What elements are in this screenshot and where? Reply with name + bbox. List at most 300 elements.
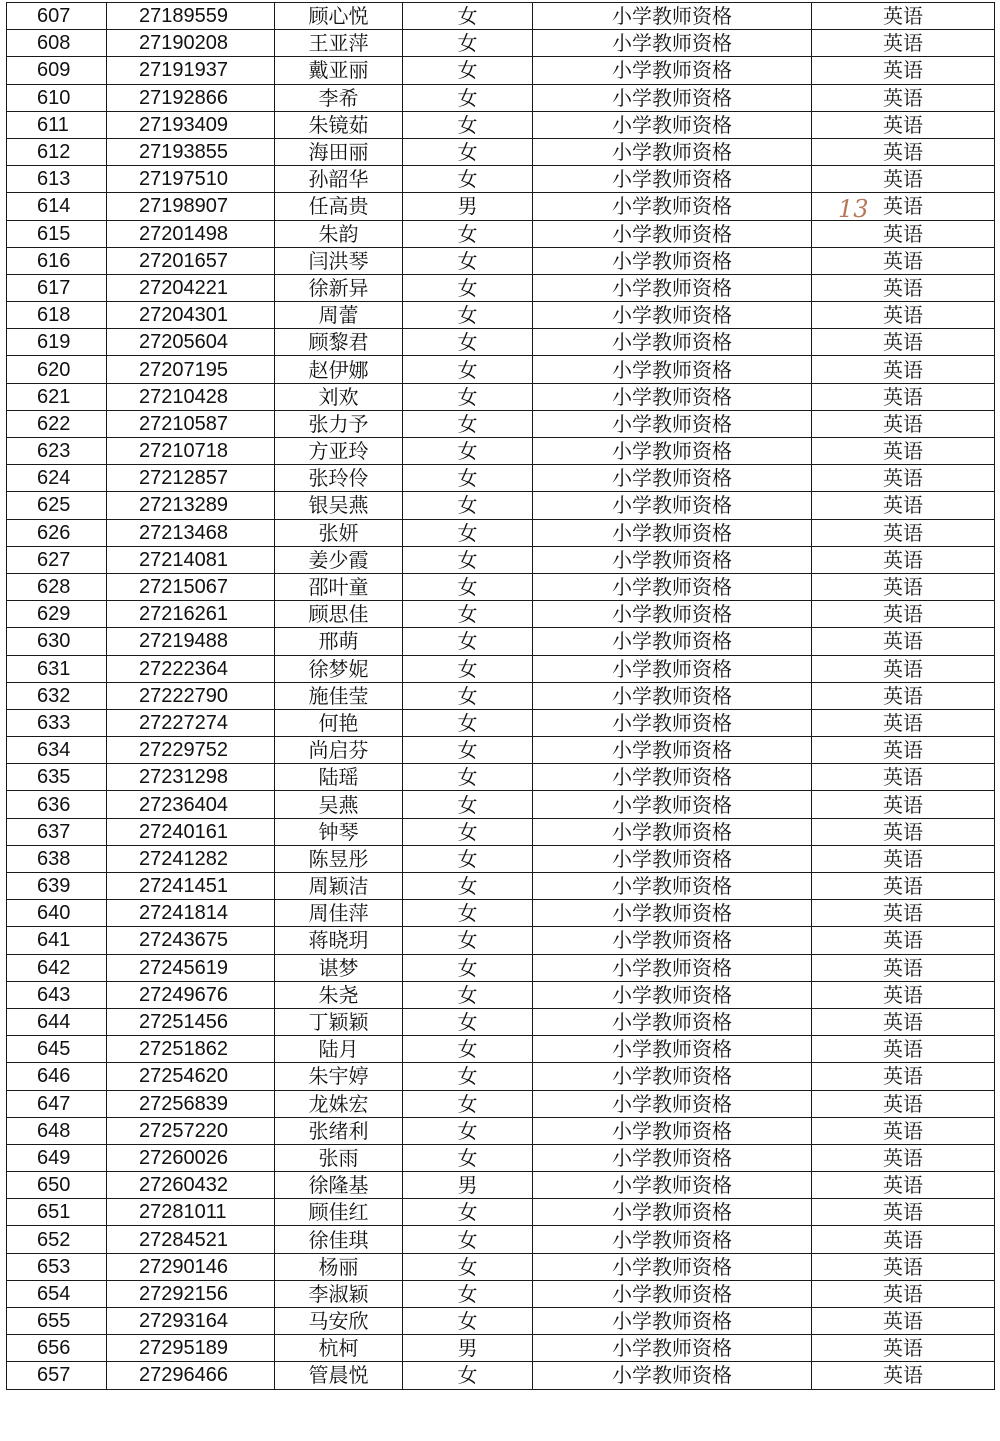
cell-gender: 女 [403, 329, 533, 356]
cell-certificate-type: 小学教师资格 [533, 737, 812, 764]
cell-certificate-type: 小学教师资格 [533, 166, 812, 193]
cell-subject: 英语 [812, 655, 995, 682]
cell-registration-id: 27245619 [107, 954, 275, 981]
cell-subject: 英语 [812, 1172, 995, 1199]
cell-certificate-type: 小学教师资格 [533, 900, 812, 927]
cell-certificate-type: 小学教师资格 [533, 1144, 812, 1171]
cell-gender: 女 [403, 628, 533, 655]
cell-serial-number: 638 [7, 845, 107, 872]
cell-subject: 英语 [812, 247, 995, 274]
cell-gender: 女 [403, 519, 533, 546]
table-row [7, 465, 995, 492]
cell-gender: 女 [403, 1308, 533, 1335]
table-row [7, 764, 995, 791]
cell-registration-id: 27254620 [107, 1063, 275, 1090]
cell-gender: 女 [403, 84, 533, 111]
cell-name: 王亚萍 [275, 30, 403, 57]
cell-subject: 英语 [812, 274, 995, 301]
cell-gender: 男 [403, 1172, 533, 1199]
table-row [7, 573, 995, 600]
cell-registration-id: 27260026 [107, 1144, 275, 1171]
cell-subject: 英语 [812, 220, 995, 247]
cell-gender: 女 [403, 492, 533, 519]
cell-serial-number: 649 [7, 1144, 107, 1171]
cell-subject: 英语 [812, 3, 995, 30]
table-row [7, 329, 995, 356]
cell-name: 陆瑶 [275, 764, 403, 791]
cell-subject: 英语 [812, 492, 995, 519]
cell-name: 姜少霞 [275, 546, 403, 573]
cell-serial-number: 657 [7, 1362, 107, 1389]
table-row [7, 709, 995, 736]
cell-name: 周颖洁 [275, 873, 403, 900]
cell-certificate-type: 小学教师资格 [533, 193, 812, 220]
cell-certificate-type: 小学教师资格 [533, 111, 812, 138]
cell-gender: 女 [403, 546, 533, 573]
cell-serial-number: 627 [7, 546, 107, 573]
cell-subject: 英语 [812, 1008, 995, 1035]
table-row [7, 383, 995, 410]
cell-serial-number: 614 [7, 193, 107, 220]
cell-serial-number: 621 [7, 383, 107, 410]
cell-name: 徐佳琪 [275, 1226, 403, 1253]
cell-gender: 女 [403, 981, 533, 1008]
cell-gender: 女 [403, 1008, 533, 1035]
cell-serial-number: 610 [7, 84, 107, 111]
cell-subject: 英语 [812, 927, 995, 954]
cell-serial-number: 633 [7, 709, 107, 736]
cell-certificate-type: 小学教师资格 [533, 601, 812, 628]
cell-name: 管晨悦 [275, 1362, 403, 1389]
cell-gender: 女 [403, 57, 533, 84]
cell-certificate-type: 小学教师资格 [533, 138, 812, 165]
cell-name: 何艳 [275, 709, 403, 736]
cell-serial-number: 653 [7, 1253, 107, 1280]
cell-registration-id: 27222364 [107, 655, 275, 682]
cell-serial-number: 648 [7, 1117, 107, 1144]
cell-subject: 英语 [812, 682, 995, 709]
cell-registration-id: 27296466 [107, 1362, 275, 1389]
cell-name: 戴亚丽 [275, 57, 403, 84]
cell-name: 陈昱彤 [275, 845, 403, 872]
cell-certificate-type: 小学教师资格 [533, 1036, 812, 1063]
cell-subject: 英语 [812, 873, 995, 900]
cell-name: 朱宇婷 [275, 1063, 403, 1090]
table-row [7, 3, 995, 30]
cell-certificate-type: 小学教师资格 [533, 709, 812, 736]
cell-subject: 英语 [812, 1144, 995, 1171]
table-row [7, 410, 995, 437]
cell-name: 任高贵 [275, 193, 403, 220]
cell-gender: 女 [403, 601, 533, 628]
cell-subject: 英语 [812, 737, 995, 764]
cell-gender: 女 [403, 954, 533, 981]
cell-serial-number: 616 [7, 247, 107, 274]
cell-serial-number: 651 [7, 1199, 107, 1226]
table-row [7, 302, 995, 329]
cell-name: 杨丽 [275, 1253, 403, 1280]
cell-serial-number: 635 [7, 764, 107, 791]
cell-gender: 女 [403, 1036, 533, 1063]
cell-subject: 英语 [812, 329, 995, 356]
cell-subject: 英语 [812, 900, 995, 927]
cell-name: 龙姝宏 [275, 1090, 403, 1117]
cell-name: 蒋晓玥 [275, 927, 403, 954]
cell-gender: 女 [403, 873, 533, 900]
cell-registration-id: 27249676 [107, 981, 275, 1008]
cell-certificate-type: 小学教师资格 [533, 383, 812, 410]
cell-gender: 女 [403, 709, 533, 736]
cell-gender: 女 [403, 1090, 533, 1117]
table-row [7, 111, 995, 138]
cell-serial-number: 631 [7, 655, 107, 682]
cell-subject: 英语 [812, 1253, 995, 1280]
cell-serial-number: 637 [7, 818, 107, 845]
cell-name: 徐梦妮 [275, 655, 403, 682]
cell-certificate-type: 小学教师资格 [533, 220, 812, 247]
cell-registration-id: 27192866 [107, 84, 275, 111]
cell-registration-id: 27197510 [107, 166, 275, 193]
cell-gender: 男 [403, 193, 533, 220]
cell-certificate-type: 小学教师资格 [533, 1226, 812, 1253]
cell-name: 朱韵 [275, 220, 403, 247]
cell-name: 朱尧 [275, 981, 403, 1008]
cell-certificate-type: 小学教师资格 [533, 410, 812, 437]
cell-subject: 英语 [812, 383, 995, 410]
cell-name: 张绪利 [275, 1117, 403, 1144]
table-row [7, 1253, 995, 1280]
cell-gender: 女 [403, 818, 533, 845]
cell-subject: 英语 [812, 302, 995, 329]
cell-name: 顾佳红 [275, 1199, 403, 1226]
cell-serial-number: 656 [7, 1335, 107, 1362]
cell-name: 张力予 [275, 410, 403, 437]
cell-serial-number: 639 [7, 873, 107, 900]
cell-certificate-type: 小学教师资格 [533, 1172, 812, 1199]
table-row [7, 1008, 995, 1035]
cell-subject: 英语 [812, 30, 995, 57]
cell-serial-number: 655 [7, 1308, 107, 1335]
cell-serial-number: 630 [7, 628, 107, 655]
cell-registration-id: 27204301 [107, 302, 275, 329]
cell-certificate-type: 小学教师资格 [533, 274, 812, 301]
cell-serial-number: 645 [7, 1036, 107, 1063]
cell-registration-id: 27256839 [107, 1090, 275, 1117]
cell-serial-number: 613 [7, 166, 107, 193]
cell-certificate-type: 小学教师资格 [533, 356, 812, 383]
table-row [7, 57, 995, 84]
cell-certificate-type: 小学教师资格 [533, 3, 812, 30]
cell-name: 方亚玲 [275, 438, 403, 465]
cell-certificate-type: 小学教师资格 [533, 1362, 812, 1389]
cell-subject: 英语 [812, 356, 995, 383]
cell-serial-number: 641 [7, 927, 107, 954]
table-row [7, 247, 995, 274]
cell-serial-number: 650 [7, 1172, 107, 1199]
cell-name: 张妍 [275, 519, 403, 546]
cell-name: 李淑颖 [275, 1280, 403, 1307]
cell-serial-number: 652 [7, 1226, 107, 1253]
cell-certificate-type: 小学教师资格 [533, 845, 812, 872]
cell-name: 赵伊娜 [275, 356, 403, 383]
cell-gender: 女 [403, 247, 533, 274]
cell-name: 尚启芬 [275, 737, 403, 764]
table-row [7, 1308, 995, 1335]
cell-gender: 女 [403, 1253, 533, 1280]
cell-certificate-type: 小学教师资格 [533, 30, 812, 57]
cell-certificate-type: 小学教师资格 [533, 57, 812, 84]
cell-subject: 英语 [812, 1280, 995, 1307]
cell-serial-number: 629 [7, 601, 107, 628]
cell-name: 顾黎君 [275, 329, 403, 356]
cell-registration-id: 27222790 [107, 682, 275, 709]
cell-subject: 英语 [812, 1036, 995, 1063]
cell-subject: 英语 [812, 601, 995, 628]
cell-registration-id: 27201657 [107, 247, 275, 274]
cell-registration-id: 27213289 [107, 492, 275, 519]
table-row [7, 220, 995, 247]
cell-serial-number: 615 [7, 220, 107, 247]
cell-gender: 女 [403, 30, 533, 57]
cell-subject: 英语 [812, 465, 995, 492]
cell-gender: 女 [403, 111, 533, 138]
cell-certificate-type: 小学教师资格 [533, 1308, 812, 1335]
cell-serial-number: 634 [7, 737, 107, 764]
cell-registration-id: 27295189 [107, 1335, 275, 1362]
cell-name: 徐新异 [275, 274, 403, 301]
cell-certificate-type: 小学教师资格 [533, 84, 812, 111]
cell-registration-id: 27241282 [107, 845, 275, 872]
cell-certificate-type: 小学教师资格 [533, 1090, 812, 1117]
cell-subject: 英语 [812, 1199, 995, 1226]
cell-gender: 女 [403, 1063, 533, 1090]
cell-name: 周蕾 [275, 302, 403, 329]
cell-gender: 女 [403, 383, 533, 410]
cell-registration-id: 27214081 [107, 546, 275, 573]
cell-serial-number: 617 [7, 274, 107, 301]
cell-gender: 女 [403, 900, 533, 927]
cell-name: 朱镜茹 [275, 111, 403, 138]
table-row [7, 981, 995, 1008]
cell-gender: 女 [403, 274, 533, 301]
cell-registration-id: 27204221 [107, 274, 275, 301]
cell-subject: 英语 [812, 1335, 995, 1362]
table-row [7, 927, 995, 954]
cell-gender: 女 [403, 573, 533, 600]
cell-name: 钟琴 [275, 818, 403, 845]
cell-certificate-type: 小学教师资格 [533, 1199, 812, 1226]
handwritten-page-number: 13 [838, 195, 869, 223]
cell-certificate-type: 小学教师资格 [533, 764, 812, 791]
cell-certificate-type: 小学教师资格 [533, 492, 812, 519]
cell-registration-id: 27251456 [107, 1008, 275, 1035]
cell-registration-id: 27210428 [107, 383, 275, 410]
cell-gender: 女 [403, 764, 533, 791]
cell-registration-id: 27284521 [107, 1226, 275, 1253]
table-row [7, 737, 995, 764]
cell-gender: 女 [403, 220, 533, 247]
cell-gender: 女 [403, 3, 533, 30]
cell-serial-number: 636 [7, 791, 107, 818]
cell-registration-id: 27201498 [107, 220, 275, 247]
cell-gender: 女 [403, 1226, 533, 1253]
cell-certificate-type: 小学教师资格 [533, 329, 812, 356]
cell-registration-id: 27251862 [107, 1036, 275, 1063]
cell-serial-number: 623 [7, 438, 107, 465]
cell-subject: 英语 [812, 84, 995, 111]
cell-subject: 英语 [812, 764, 995, 791]
cell-gender: 女 [403, 410, 533, 437]
cell-subject: 英语 [812, 1090, 995, 1117]
cell-registration-id: 27241451 [107, 873, 275, 900]
cell-name: 顾思佳 [275, 601, 403, 628]
cell-gender: 女 [403, 166, 533, 193]
cell-name: 邢萌 [275, 628, 403, 655]
cell-gender: 女 [403, 737, 533, 764]
cell-serial-number: 618 [7, 302, 107, 329]
cell-subject: 英语 [812, 1063, 995, 1090]
cell-registration-id: 27260432 [107, 1172, 275, 1199]
table-row [7, 274, 995, 301]
cell-serial-number: 647 [7, 1090, 107, 1117]
cell-serial-number: 643 [7, 981, 107, 1008]
cell-certificate-type: 小学教师资格 [533, 791, 812, 818]
table-row [7, 519, 995, 546]
cell-registration-id: 27198907 [107, 193, 275, 220]
cell-serial-number: 644 [7, 1008, 107, 1035]
cell-certificate-type: 小学教师资格 [533, 573, 812, 600]
table-row [7, 1335, 995, 1362]
table-row [7, 601, 995, 628]
cell-subject: 英语 [812, 709, 995, 736]
cell-subject: 英语 [812, 573, 995, 600]
cell-registration-id: 27210718 [107, 438, 275, 465]
cell-subject: 英语 [812, 410, 995, 437]
cell-certificate-type: 小学教师资格 [533, 247, 812, 274]
table-row [7, 954, 995, 981]
cell-subject: 英语 [812, 981, 995, 1008]
cell-subject: 英语 [812, 628, 995, 655]
table-row [7, 438, 995, 465]
cell-subject: 英语 [812, 138, 995, 165]
table-row [7, 30, 995, 57]
cell-certificate-type: 小学教师资格 [533, 438, 812, 465]
cell-name: 徐隆基 [275, 1172, 403, 1199]
cell-gender: 女 [403, 356, 533, 383]
cell-serial-number: 609 [7, 57, 107, 84]
cell-gender: 男 [403, 1335, 533, 1362]
cell-gender: 女 [403, 1199, 533, 1226]
cell-name: 银吴燕 [275, 492, 403, 519]
cell-serial-number: 640 [7, 900, 107, 927]
cell-gender: 女 [403, 682, 533, 709]
cell-serial-number: 625 [7, 492, 107, 519]
cell-subject: 英语 [812, 57, 995, 84]
cell-gender: 女 [403, 927, 533, 954]
cell-gender: 女 [403, 302, 533, 329]
table-row [7, 682, 995, 709]
cell-serial-number: 624 [7, 465, 107, 492]
cell-gender: 女 [403, 1117, 533, 1144]
table-row [7, 492, 995, 519]
cell-name: 马安欣 [275, 1308, 403, 1335]
cell-gender: 女 [403, 1362, 533, 1389]
cell-registration-id: 27236404 [107, 791, 275, 818]
cell-registration-id: 27231298 [107, 764, 275, 791]
cell-certificate-type: 小学教师资格 [533, 655, 812, 682]
cell-certificate-type: 小学教师资格 [533, 954, 812, 981]
table-row [7, 138, 995, 165]
cell-name: 吴燕 [275, 791, 403, 818]
cell-serial-number: 646 [7, 1063, 107, 1090]
cell-name: 孙韶华 [275, 166, 403, 193]
cell-serial-number: 632 [7, 682, 107, 709]
cell-subject: 英语 [812, 1226, 995, 1253]
cell-name: 张雨 [275, 1144, 403, 1171]
cell-serial-number: 622 [7, 410, 107, 437]
cell-certificate-type: 小学教师资格 [533, 927, 812, 954]
cell-registration-id: 27243675 [107, 927, 275, 954]
cell-registration-id: 27190208 [107, 30, 275, 57]
table-row [7, 845, 995, 872]
cell-registration-id: 27212857 [107, 465, 275, 492]
cell-certificate-type: 小学教师资格 [533, 873, 812, 900]
table-row [7, 1063, 995, 1090]
cell-registration-id: 27241814 [107, 900, 275, 927]
cell-registration-id: 27205604 [107, 329, 275, 356]
cell-subject: 英语 [812, 1117, 995, 1144]
cell-certificate-type: 小学教师资格 [533, 1335, 812, 1362]
table-row [7, 356, 995, 383]
cell-certificate-type: 小学教师资格 [533, 818, 812, 845]
table-row [7, 900, 995, 927]
cell-serial-number: 619 [7, 329, 107, 356]
cell-serial-number: 608 [7, 30, 107, 57]
cell-name: 杭柯 [275, 1335, 403, 1362]
cell-subject: 英语 [812, 193, 995, 220]
cell-certificate-type: 小学教师资格 [533, 519, 812, 546]
cell-registration-id: 27290146 [107, 1253, 275, 1280]
cell-name: 施佳莹 [275, 682, 403, 709]
cell-registration-id: 27227274 [107, 709, 275, 736]
cell-registration-id: 27215067 [107, 573, 275, 600]
cell-gender: 女 [403, 438, 533, 465]
cell-registration-id: 27293164 [107, 1308, 275, 1335]
cell-registration-id: 27193409 [107, 111, 275, 138]
cell-subject: 英语 [812, 791, 995, 818]
cell-serial-number: 611 [7, 111, 107, 138]
cell-registration-id: 27213468 [107, 519, 275, 546]
cell-serial-number: 620 [7, 356, 107, 383]
cell-registration-id: 27219488 [107, 628, 275, 655]
cell-name: 谌梦 [275, 954, 403, 981]
cell-gender: 女 [403, 845, 533, 872]
cell-gender: 女 [403, 138, 533, 165]
cell-registration-id: 27240161 [107, 818, 275, 845]
table-row [7, 873, 995, 900]
cell-registration-id: 27191937 [107, 57, 275, 84]
cell-certificate-type: 小学教师资格 [533, 981, 812, 1008]
cell-certificate-type: 小学教师资格 [533, 302, 812, 329]
cell-serial-number: 626 [7, 519, 107, 546]
cell-subject: 英语 [812, 438, 995, 465]
cell-certificate-type: 小学教师资格 [533, 682, 812, 709]
cell-subject: 英语 [812, 111, 995, 138]
cell-registration-id: 27210587 [107, 410, 275, 437]
table-row [7, 791, 995, 818]
cell-certificate-type: 小学教师资格 [533, 1253, 812, 1280]
cell-gender: 女 [403, 1144, 533, 1171]
